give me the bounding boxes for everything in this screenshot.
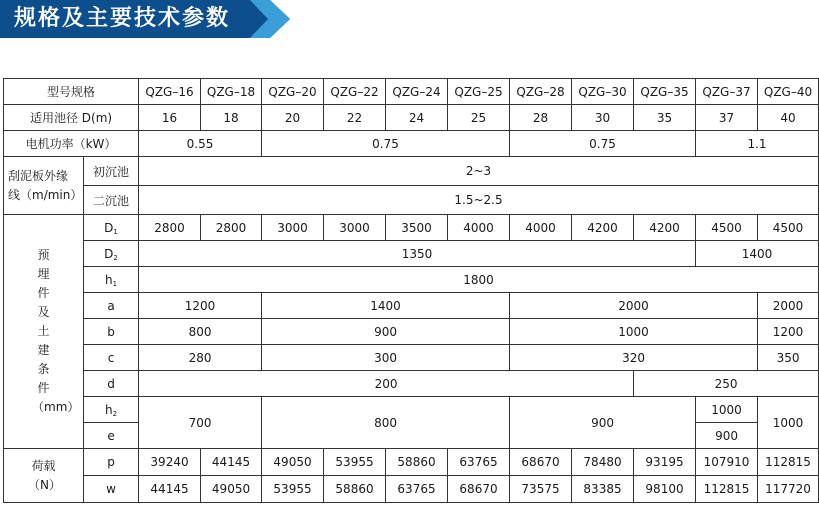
table-cell: 3000 <box>262 215 324 241</box>
table-cell: 49050 <box>201 476 262 503</box>
param-label-d2 <box>84 241 139 267</box>
table-row-header <box>4 79 819 105</box>
table-cell: 900 <box>262 319 510 345</box>
table-cell: 1400 <box>262 293 510 319</box>
table-cell: 117720 <box>758 476 819 503</box>
table-cell: 68670 <box>448 476 510 503</box>
table-cell: 28 <box>510 105 572 131</box>
table-cell: 107910 <box>696 449 758 476</box>
table-cell: 4200 <box>572 215 634 241</box>
table-cell: 1200 <box>139 293 262 319</box>
table-row-c <box>4 345 819 371</box>
table-cell: 1350 <box>139 241 696 267</box>
table-cell: 4500 <box>758 215 819 241</box>
table-cell: 2800 <box>201 215 262 241</box>
table-cell: 300 <box>262 345 510 371</box>
table-cell: 18 <box>201 105 262 131</box>
table-cell: 25 <box>448 105 510 131</box>
table-row-d2 <box>4 241 819 267</box>
table-cell: 4000 <box>510 215 572 241</box>
table-row-primary-tank <box>4 157 819 186</box>
scraper-speed-label: 刮泥板外缘线（m/min） <box>4 157 84 215</box>
spec-table <box>3 78 819 503</box>
param-label-p: p <box>84 449 139 476</box>
model-cell: QZG–30 <box>572 79 634 105</box>
model-cell: QZG–37 <box>696 79 758 105</box>
param-name: D <box>104 246 114 261</box>
model-cell: QZG–18 <box>201 79 262 105</box>
table-cell: 112815 <box>696 476 758 503</box>
param-label-d: d <box>84 371 139 397</box>
table-cell: 0.75 <box>262 131 510 157</box>
table-cell: 4000 <box>448 215 510 241</box>
model-cell: QZG–22 <box>324 79 386 105</box>
param-label-w: w <box>84 476 139 503</box>
table-cell: 800 <box>262 397 510 449</box>
param-sub: 1 <box>112 279 118 288</box>
table-row-d1 <box>4 215 819 241</box>
param-label-d1 <box>84 215 139 241</box>
table-row-w <box>4 476 819 503</box>
param-label-h2 <box>84 397 139 423</box>
table-cell: 1000 <box>510 319 758 345</box>
table-cell: 2000 <box>510 293 758 319</box>
model-cell: QZG–24 <box>386 79 448 105</box>
param-sub: 1 <box>113 227 118 236</box>
embedded-label: 预埋件及土建条件（mm） <box>4 215 84 449</box>
table-cell: 2000 <box>758 293 819 319</box>
table-cell: 40 <box>758 105 819 131</box>
model-cell: QZG–28 <box>510 79 572 105</box>
table-cell: 20 <box>262 105 324 131</box>
table-cell: 3500 <box>386 215 448 241</box>
param-label-h1 <box>84 267 139 293</box>
table-cell: 900 <box>510 397 696 449</box>
table-cell: 320 <box>510 345 758 371</box>
table-row-motor-power <box>4 131 819 157</box>
table-cell: 1800 <box>139 267 819 293</box>
table-cell: 1200 <box>758 319 819 345</box>
model-cell: QZG–16 <box>139 79 201 105</box>
table-cell: 800 <box>139 319 262 345</box>
table-cell: 1400 <box>696 241 819 267</box>
section-banner <box>0 0 290 38</box>
table-cell: 2800 <box>139 215 201 241</box>
table-cell: 53955 <box>262 476 324 503</box>
table-cell: 98100 <box>634 476 696 503</box>
table-cell: 0.55 <box>139 131 262 157</box>
param-label-c: c <box>84 345 139 371</box>
secondary-tank-label: 二沉池 <box>84 186 139 215</box>
header-label: 型号规格 <box>4 79 139 105</box>
table-cell: 58860 <box>324 476 386 503</box>
param-name: h <box>104 272 113 287</box>
table-cell: 35 <box>634 105 696 131</box>
model-cell: QZG–35 <box>634 79 696 105</box>
load-label: 荷载（N） <box>4 449 84 503</box>
table-cell: 0.75 <box>510 131 696 157</box>
model-cell: QZG–25 <box>448 79 510 105</box>
table-cell: 63765 <box>448 449 510 476</box>
table-row-p <box>4 449 819 476</box>
param-label-a: a <box>84 293 139 319</box>
table-cell: 30 <box>572 105 634 131</box>
table-cell: 93195 <box>634 449 696 476</box>
param-name: h <box>104 402 113 417</box>
table-cell: 900 <box>696 423 758 449</box>
primary-tank-label: 初沉池 <box>84 157 139 186</box>
table-cell: 24 <box>386 105 448 131</box>
table-cell: 63765 <box>386 476 448 503</box>
table-cell: 1.5~2.5 <box>139 186 819 215</box>
model-cell: QZG–20 <box>262 79 324 105</box>
table-cell: 4200 <box>634 215 696 241</box>
table-cell: 49050 <box>262 449 324 476</box>
table-row-d <box>4 371 819 397</box>
param-sub: 2 <box>113 253 118 262</box>
table-row-b <box>4 319 819 345</box>
model-cell: QZG–40 <box>758 79 819 105</box>
table-cell: 22 <box>324 105 386 131</box>
table-row-h2 <box>4 397 819 423</box>
table-cell: 350 <box>758 345 819 371</box>
table-cell: 280 <box>139 345 262 371</box>
table-cell: 250 <box>634 371 819 397</box>
table-cell: 73575 <box>510 476 572 503</box>
table-cell: 39240 <box>139 449 201 476</box>
table-cell: 78480 <box>572 449 634 476</box>
pool-diameter-label: 适用池径 D(m) <box>4 105 139 131</box>
table-row-pool-diameter <box>4 105 819 131</box>
table-row-a <box>4 293 819 319</box>
motor-power-label: 电机功率（kW） <box>4 131 139 157</box>
param-sub: 2 <box>112 409 118 418</box>
table-cell: 68670 <box>510 449 572 476</box>
table-cell: 4500 <box>696 215 758 241</box>
param-label-b: b <box>84 319 139 345</box>
table-cell: 53955 <box>324 449 386 476</box>
table-cell: 1000 <box>696 397 758 423</box>
table-cell: 16 <box>139 105 201 131</box>
table-cell: 2~3 <box>139 157 819 186</box>
table-cell: 3000 <box>324 215 386 241</box>
section-title: 规格及主要技术参数 <box>14 6 231 31</box>
param-label-e: e <box>84 423 139 449</box>
table-cell: 112815 <box>758 449 819 476</box>
table-cell: 44145 <box>139 476 201 503</box>
table-cell: 700 <box>139 397 262 449</box>
table-cell: 200 <box>139 371 634 397</box>
table-cell: 44145 <box>201 449 262 476</box>
table-cell: 1.1 <box>696 131 819 157</box>
table-cell: 1000 <box>758 397 819 449</box>
table-cell: 37 <box>696 105 758 131</box>
table-cell: 58860 <box>386 449 448 476</box>
param-name: D <box>104 220 114 235</box>
table-cell: 83385 <box>572 476 634 503</box>
table-row-h1 <box>4 267 819 293</box>
table-row-secondary-tank <box>4 186 819 215</box>
